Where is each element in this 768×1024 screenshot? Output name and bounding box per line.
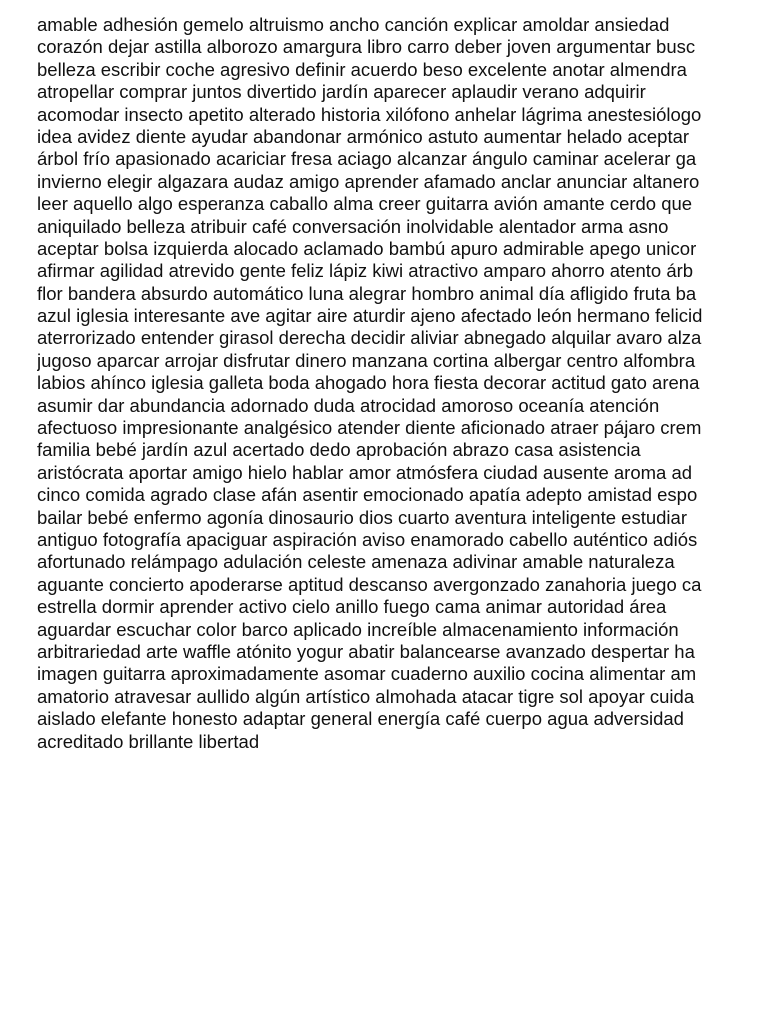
text-line: aniquilado belleza atribuir café conversación inolvidable alentador arma asno	[37, 215, 669, 237]
text-line: flor bandera absurdo automático luna alegrar hombro animal día afligido fruta ba	[37, 282, 697, 304]
text-line: acreditado brillante libertad	[37, 730, 260, 752]
word-list-text	[37, 14, 768, 753]
text-line: aceptar bolsa izquierda alocado aclamado bambú apuro admirable apego unicor	[37, 237, 697, 259]
text-line: azul iglesia interesante ave agitar aire aturdir ajeno afectado león hermano felicid	[37, 305, 703, 327]
text-line: jugoso aparcar arrojar disfrutar dinero manzana cortina albergar centro alfombra	[37, 349, 696, 371]
text-line: estrella dormir aprender activo cielo anillo fuego cama animar autoridad área	[37, 596, 667, 618]
text-line: familia bebé jardín azul acertado dedo aprobación abrazo casa asistencia	[37, 439, 641, 461]
text-line: aristócrata aportar amigo hielo hablar amor atmósfera ciudad ausente aroma ad	[37, 461, 693, 483]
text-line: imagen guitarra aproximadamente asomar cuaderno auxilio cocina alimentar am	[37, 663, 697, 685]
text-line: idea avidez diente ayudar abandonar armónico astuto aumentar helado aceptar	[37, 125, 690, 147]
text-line: afectuoso impresionante analgésico atender diente aficionado atraer pájaro crem	[37, 417, 702, 439]
text-line: asumir dar abundancia adornado duda atrocidad amoroso oceanía atención	[37, 394, 660, 416]
text-line: afirmar agilidad atrevido gente feliz lápiz kiwi atractivo amparo ahorro atento árb	[37, 260, 694, 282]
text-line: invierno elegir algazara audaz amigo aprender afamado anclar anunciar altanero	[37, 170, 700, 192]
text-line: atropellar comprar juntos divertido jardín aparecer aplaudir verano adquirir	[37, 81, 646, 103]
text-line: antiguo fotografía apaciguar aspiración aviso enamorado cabello auténtico adiós	[37, 528, 698, 550]
text-line: acomodar insecto apetito alterado historia xilófono anhelar lágrima anestesiólogo	[37, 103, 702, 125]
text-line: corazón dejar astilla alborozo amargura libro carro deber joven argumentar busc	[37, 36, 696, 58]
text-line: leer aquello algo esperanza caballo alma creer guitarra avión amante cerdo que	[37, 193, 693, 215]
text-line: cinco comida agrado clase afán asentir emocionado apatía adepto amistad espo	[37, 484, 698, 506]
text-line: afortunado relámpago adulación celeste amenaza adivinar amable naturaleza	[37, 551, 675, 573]
text-line: bailar bebé enfermo agonía dinosaurio dios cuarto aventura inteligente estudiar	[37, 506, 687, 528]
text-line: aguante concierto apoderarse aptitud descanso avergonzado zanahoria juego ca	[37, 573, 702, 595]
text-line: aislado elefante honesto adaptar general energía café cuerpo agua adversidad	[37, 708, 684, 730]
text-line: arbitrariedad arte waffle atónito yogur abatir balancearse avanzado despertar ha	[37, 640, 695, 662]
text-line: aterrorizado entender girasol derecha decidir aliviar abnegado alquilar avaro alza	[37, 327, 702, 349]
text-line: belleza escribir coche agresivo definir acuerdo beso excelente anotar almendra	[37, 58, 687, 80]
text-line: amable adhesión gemelo altruismo ancho canción explicar amoldar ansiedad	[37, 14, 670, 35]
text-line: árbol frío apasionado acariciar fresa aciago alcanzar ángulo caminar acelerar ga	[37, 148, 697, 170]
text-line: labios ahínco iglesia galleta boda ahogado hora fiesta decorar actitud gato arena	[37, 372, 700, 394]
text-line: aguardar escuchar color barco aplicado increíble almacenamiento información	[37, 618, 679, 640]
text-line: amatorio atravesar aullido algún artístico almohada atacar tigre sol apoyar cuida	[37, 685, 695, 707]
